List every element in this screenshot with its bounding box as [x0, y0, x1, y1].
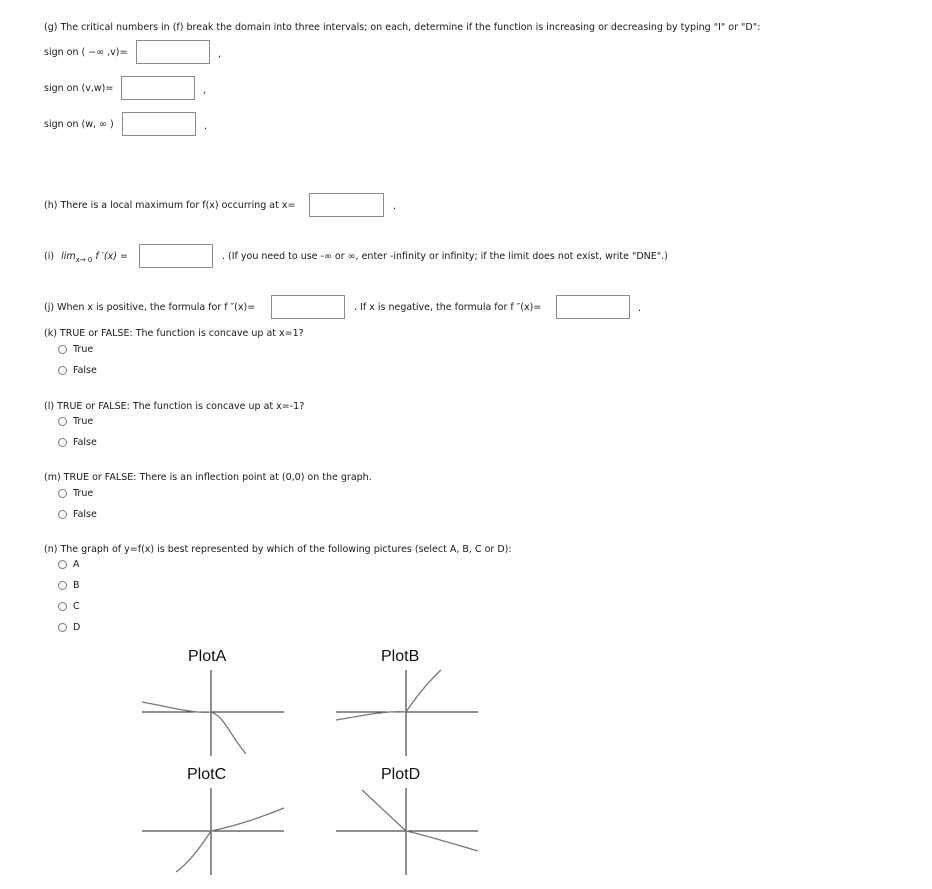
- sign-label-2: sign on (v,w)=: [44, 83, 114, 94]
- option-label: C: [73, 601, 80, 612]
- plot-a-title: PlotA: [188, 648, 227, 665]
- part-j-prompt-b: . If x is negative, the formula for f ″(x)=: [354, 302, 542, 313]
- plot-c-title: PlotC: [187, 766, 227, 783]
- part-g-prompt: (g) The critical numbers in (f) break the domain into three intervals; on each, determine if the function is increasing or decreasing by typing "I" or "D":: [44, 22, 761, 33]
- option-label: False: [73, 365, 97, 376]
- plot-b: [336, 670, 478, 756]
- option-label: D: [73, 622, 81, 633]
- plot-a-curve: [142, 702, 246, 754]
- part-i-prefix: (i): [44, 251, 55, 262]
- part-j-prompt-a: (j) When x is positive, the formula for f ″(x)=: [44, 302, 256, 313]
- plot-d-curve: [362, 790, 478, 851]
- part-l-prompt: (l) TRUE or FALSE: The function is concave up at x=-1?: [44, 401, 305, 412]
- lim-subscript: x→ 0: [75, 255, 93, 264]
- plot-d: [336, 788, 478, 875]
- part-k-prompt: (k) TRUE or FALSE: The function is concave up at x=1?: [44, 328, 304, 339]
- option-label: True: [73, 416, 94, 427]
- part-j-after: .: [638, 303, 642, 314]
- part-i-note: . (If you need to use -∞ or ∞, enter -infinity or infinity; if the limit does not exist, write "DNE".): [222, 251, 668, 262]
- sign-sep-2: ,: [203, 85, 207, 96]
- sign-label-3: sign on (w, ∞ ): [44, 119, 114, 130]
- plot-b-title: PlotB: [381, 648, 420, 665]
- lim-text: lim: [61, 251, 76, 262]
- option-label: False: [73, 437, 97, 448]
- sign-sep-1: ,: [218, 49, 222, 60]
- option-label: B: [73, 580, 80, 591]
- sign-sep-3: .: [204, 121, 208, 132]
- plot-a: [142, 670, 284, 756]
- sign-label-1: sign on ( −∞ ,v)=: [44, 47, 128, 58]
- option-label: True: [73, 344, 94, 355]
- plot-c-curve: [176, 808, 284, 872]
- plot-c: [142, 788, 284, 875]
- plot-d-title: PlotD: [381, 766, 421, 783]
- option-label: False: [73, 509, 97, 520]
- part-n-prompt: (n) The graph of y=f(x) is best represented by which of the following pictures (select A, B, C or D):: [44, 544, 512, 555]
- option-label: A: [73, 559, 80, 570]
- part-h-prompt: (h) There is a local maximum for f(x) occurring at x=: [44, 200, 296, 211]
- part-m-prompt: (m) TRUE or FALSE: There is an inflection point at (0,0) on the graph.: [44, 472, 372, 483]
- option-label: True: [73, 488, 94, 499]
- part-h-after: .: [393, 201, 397, 212]
- part-i-func: f ′(x) =: [95, 251, 128, 262]
